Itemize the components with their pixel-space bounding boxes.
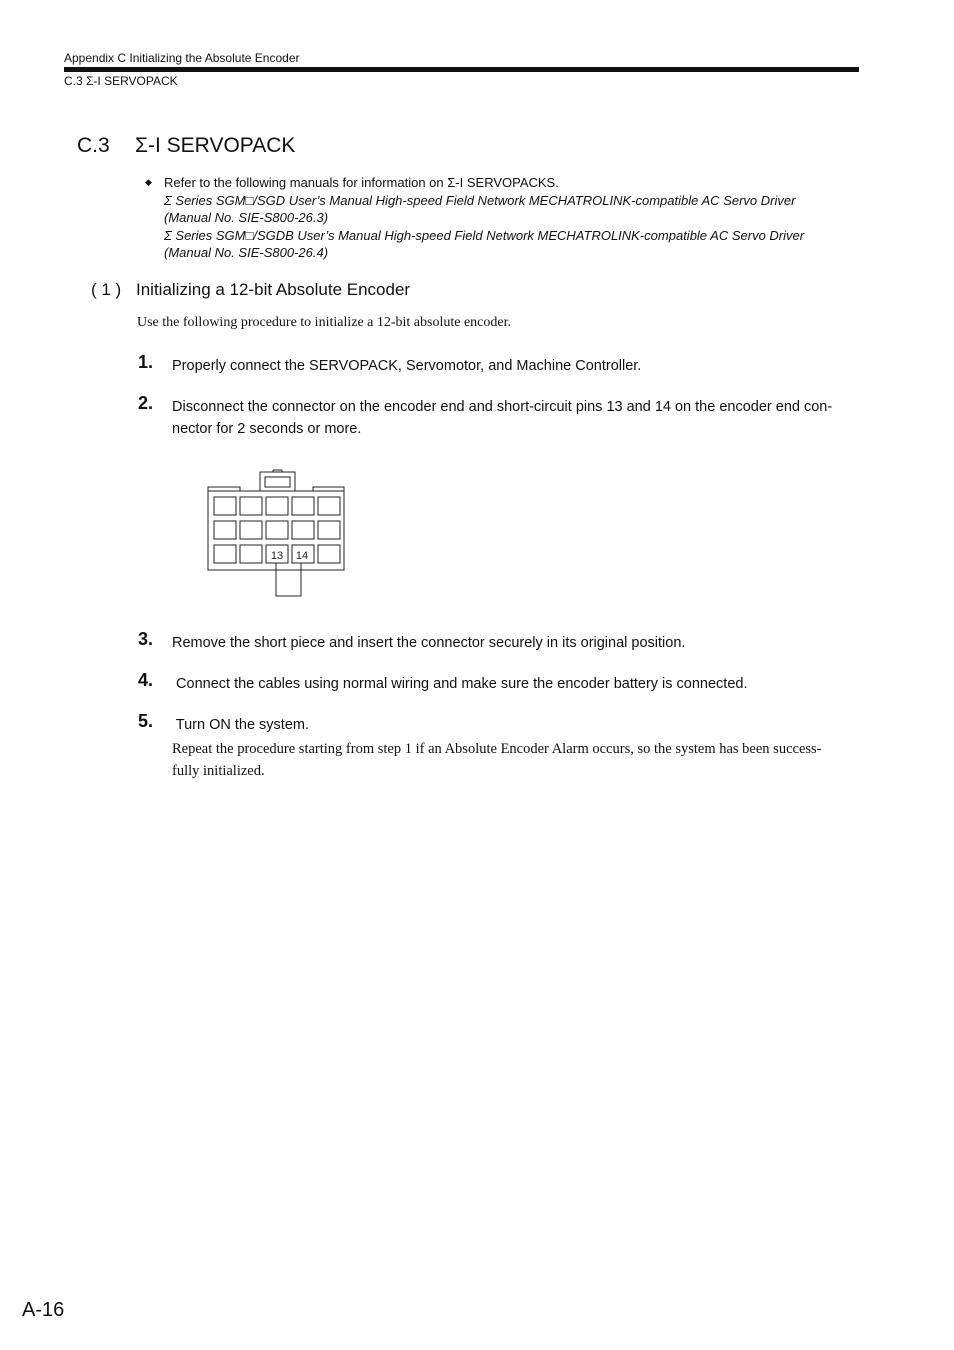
subsection-number: ( 1 ) xyxy=(91,280,122,299)
header-rule xyxy=(64,67,859,72)
pin-13-label: 13 xyxy=(270,550,284,562)
manual-number: (Manual No. SIE-S800-26.4) xyxy=(164,245,329,261)
step-number: 1. xyxy=(138,352,154,372)
running-header-section: C.3 Σ-I SERVOPACK xyxy=(64,74,178,88)
step-number: 5. xyxy=(138,711,154,731)
pin-14-label: 14 xyxy=(295,550,309,562)
step-text: Connect the cables using normal wiring and make sure the encoder battery is connected. xyxy=(172,676,748,692)
intro-paragraph: Use the following procedure to initialize a 12-bit absolute encoder. xyxy=(137,315,511,330)
bullet-diamond-icon: ◆ xyxy=(145,177,152,187)
section-number: C.3 xyxy=(77,134,110,157)
manual-title: Σ Series SGM□/SGD User’s Manual High-speed Field Network MECHATROLINK-compatible AC Servo Driver xyxy=(164,192,796,208)
manual-reference-text xyxy=(164,174,804,262)
manual-title: Σ Series SGM□/SGDB User’s Manual High-speed Field Network MECHATROLINK-compatible AC Servo Driver xyxy=(164,227,805,243)
step-text: Properly connect the SERVOPACK, Servomotor, and Machine Controller. xyxy=(172,358,642,374)
encoder-connector-diagram xyxy=(206,467,348,601)
step-number: 4. xyxy=(138,670,154,690)
step-number: 3. xyxy=(138,629,154,649)
section-title xyxy=(77,134,295,158)
subsection-title xyxy=(91,280,410,300)
manual-number: (Manual No. SIE-S800-26.3) xyxy=(164,210,329,226)
page-number: A-16 xyxy=(22,1299,65,1321)
section-title-text: Σ-I SERVOPACK xyxy=(135,134,296,157)
running-header-chapter: Appendix C Initializing the Absolute Encoder xyxy=(64,51,300,65)
completion-note: Repeat the procedure starting from step 1 if an Absolute Encoder Alarm occurs, so the system has been success- fully initialized. xyxy=(172,741,822,779)
step-number: 2. xyxy=(138,393,154,413)
step-text: Turn ON the system. xyxy=(172,717,309,733)
subsection-title-text: Initializing a 12-bit Absolute Encoder xyxy=(136,280,411,299)
step-text: Remove the short piece and insert the connector securely in its original position. xyxy=(172,635,686,651)
step-text: Disconnect the connector on the encoder end and short-circuit pins 13 and 14 on the encoder end con- nector for 2 seconds or more. xyxy=(172,399,833,437)
reference-intro: Refer to the following manuals for information on Σ-I SERVOPACKS. xyxy=(164,175,559,190)
